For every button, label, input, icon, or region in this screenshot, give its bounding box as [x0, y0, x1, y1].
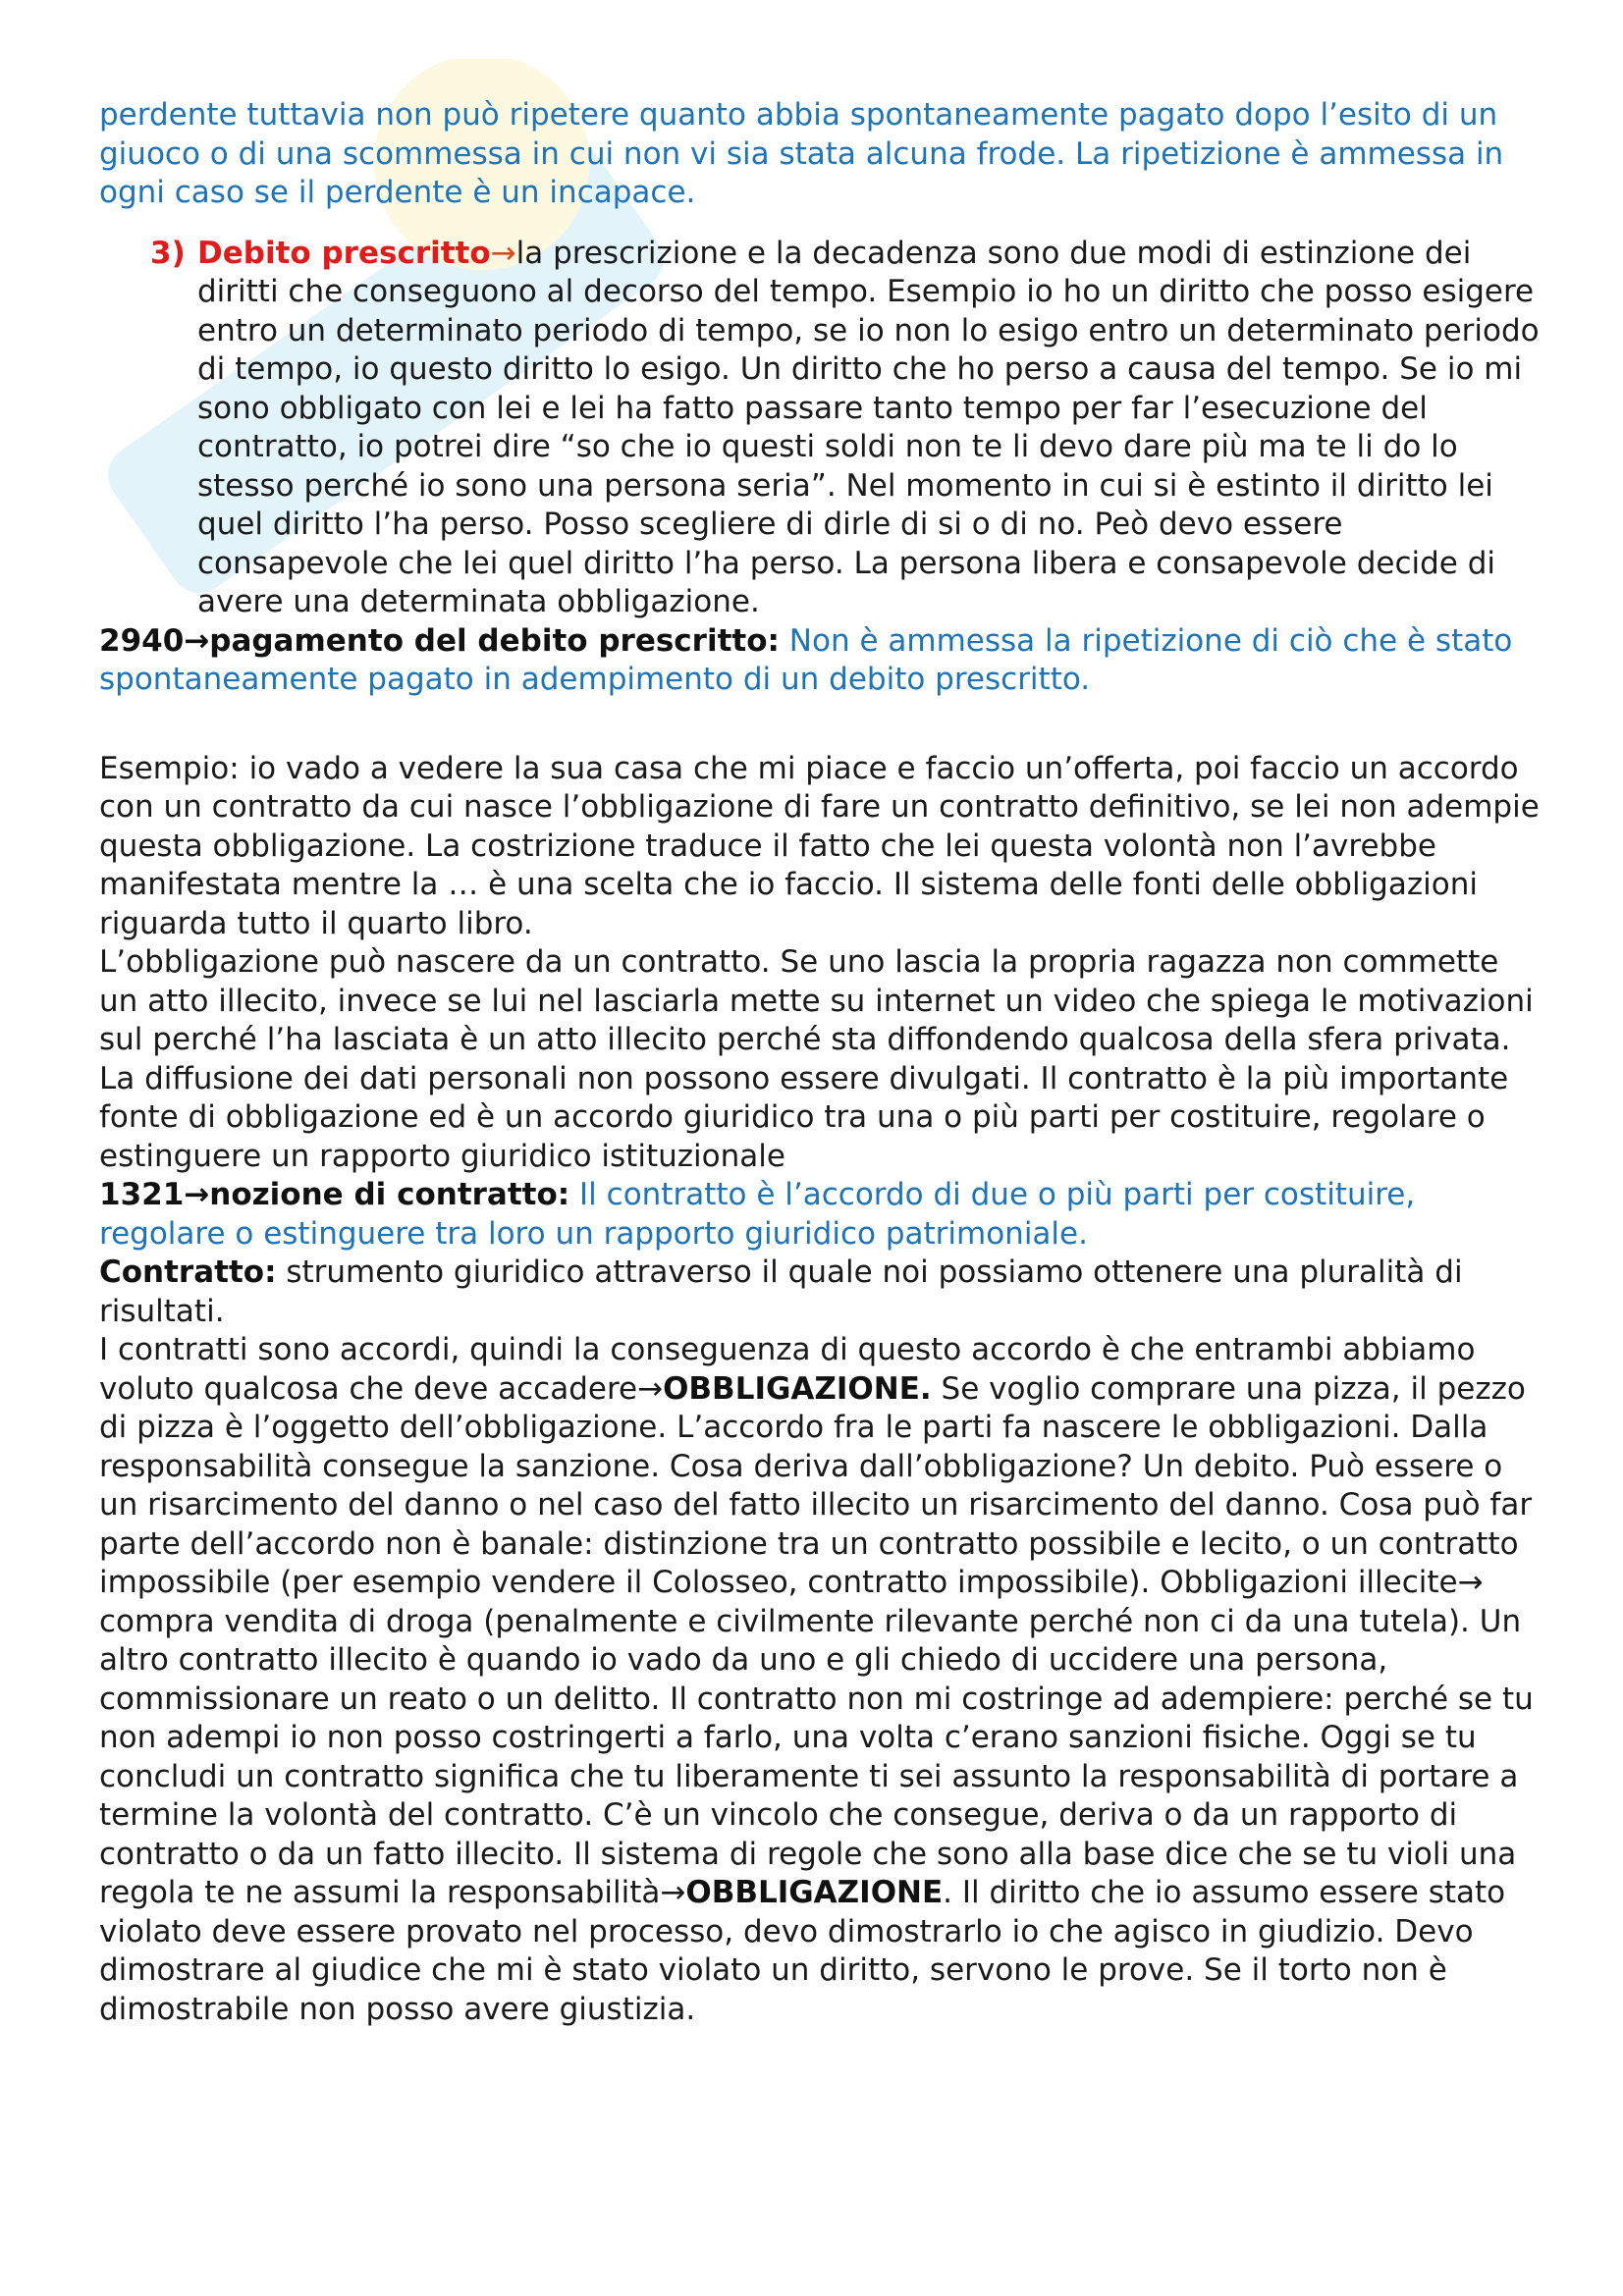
definition-text: strumento giuridico attraverso il quale noi possiamo ottenere una pluralità di risultati. [99, 1255, 1463, 1329]
item-text: la prescrizione e la decadenza sono due modi di estinzione dei diritti che conseguono al decorso del tempo. Esempio io ho un diritto che posso esigere entro un determinato periodo di tempo, se io non lo esigo entro un determinato periodo di tempo, io questo diritto lo esigo. Un diritto che ho perso a causa del tempo. Se io mi sono obbligato con lei e lei ha fatto passare tanto tempo per far l’esecuzione del contratto, io potrei dire “so che io questi soldi non te li devo dare più ma te li do lo stesso perché io sono una persona seria”. Nel momento in cui si è estinto il diritto lei quel diritto l’ha perso. Posso scegliere di dirle di si o di no. Peò devo essere consapevole che lei quel diritto l’ha perso. La persona libera e consapevole decide di avere una determinata obbligazione. [197, 235, 1540, 619]
final-text-2: Se voglio comprare una pizza, il pezzo di pizza è l’oggetto dell’obbligazione. L’accordo fra le parti fa nascere le obbligazioni. Dalla responsabilità consegue la sanzione. Cosa deriva dall’obbligazione? Un debito. Può essere o un risarcimento del danno o nel caso del fatto illecito un risarcimento del danno. Cosa può far parte dell’accordo non è banale: distinzione tra un contratto possibile e lecito, o un contratto impossibile (per esempio vendere il Colosseo, contratto impossibile). Obbligazioni illecite→ compra vendita di droga (penalmente e civilmente rilevante perché non ci da una tutela). Un altro contratto illecito è quando io vado da uno e gli chiedo di uccidere una persona, commissionare un reato o un delitto. Il contratto non mi costringe ad adempiere: perché se tu non adempi io non posso costringerti a farlo, una volta c’erano sanzioni fisiche. Oggi se tu concludi un contratto significa che tu liberamente ti sei assunto la responsabilità di portare a termine la volontà del contratto. C’è un vincolo che consegue, deriva o da un rapporto di contratto o da un fatto illecito. Il sistema di regole che sono alla base dice che se tu violi una regola te ne assumi la responsabilità→ [99, 1370, 1534, 1910]
article-1321 [99, 1176, 1542, 1254]
intro-paragraph: perdente tuttavia non può ripetere quanto abbia spontaneamente pagato dopo l’esito di un giuoco o di una scommessa in cui non vi sia stata alcuna frode. La ripetizione è ammessa in ogni caso se il perdente è un incapace. [99, 97, 1504, 210]
article-label: 1321→nozione di contratto: [99, 1177, 570, 1212]
document-page [99, 96, 1542, 2029]
paragraph-obbligazione: L’obbligazione può nascere da un contratto. Se uno lascia la propria ragazza non commette un atto illecito, invece se lui nel lasciarla mette su internet un video che spiega le motivazioni sul perché l’ha lasciata è un atto illecito perché sta diffondendo qualcosa della sfera privata. La diffusione dei dati personali non possono essere divulgati. Il contratto è la più importante fonte di obbligazione ed è un accordo giuridico tra una o più parti per costituire, regolare o estinguere un rapporto giuridico istituzionale [99, 944, 1534, 1174]
list-number: 3) [150, 235, 186, 271]
final-bold-2: OBBLIGAZIONE [685, 1875, 944, 1910]
spacer [99, 700, 1542, 738]
paragraph-esempio: Esempio: io vado a vedere la sua casa che mi piace e faccio un’offerta, poi faccio un accordo con un contratto da cui nasce l’obbligazione di fare un contratto definitivo, se lei non adempie questa obbligazione. La costrizione traduce il fatto che lei questa volontà non l’avrebbe manifestata mentre la … è una scelta che io faccio. Il sistema delle fonti delle obbligazioni riguarda tutto il quarto libro. [99, 750, 1540, 941]
contratto-definition [99, 1254, 1542, 1331]
article-text: Non è ammessa la ripetizione di ciò che è stato spontaneamente pagato in adempimento di un debito prescritto. [99, 622, 1513, 697]
final-text-1: I contratti sono accordi, quindi la conseguenza di questo accordo è che entrambi abbiamo voluto qualcosa che deve accadere→ [99, 1332, 1476, 1407]
article-text: Il contratto è l’accordo di due o più parti per costituire, regolare o estinguere tra loro un rapporto giuridico patrimoniale. [99, 1177, 1416, 1252]
article-label: 2940→pagamento del debito prescritto: [99, 622, 780, 659]
article-2940 [99, 622, 1542, 700]
arrow-icon: → [490, 235, 516, 271]
paragraph-final [99, 1331, 1542, 2029]
final-bold-1: OBBLIGAZIONE. [663, 1370, 932, 1407]
list-item-3 [99, 235, 1542, 622]
definition-label: Contratto: [99, 1255, 277, 1290]
final-text-3: . Il diritto che io assumo essere stato violato deve essere provato nel processo, devo dimostrarlo io che agisco in giudizio. Devo dimostrare al giudice che mi è stato violato un diritto, servono le prove. Se il torto non è dimostrabile non posso avere giustizia. [99, 1875, 1506, 2027]
item-title: Debito prescritto [197, 235, 491, 271]
